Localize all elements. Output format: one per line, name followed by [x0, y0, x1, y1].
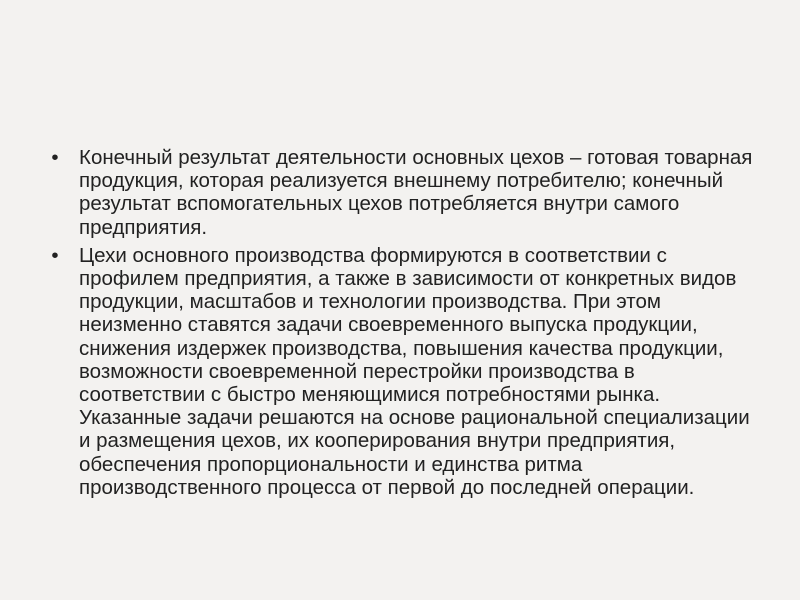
bullet-text: Цехи основного производства формируются в соответствии с профилем предприятия, а также в зависимости от конкретных видов продукции, масштабов и технологии производства. При этом неизменно ставятся задачи своевременного выпуска продукции, снижения издержек производства, повышения качества продукции, возможности своевременной перестройки производства в соответствии с быстро меняющимися потребностями рынка. Указанные задачи решаются на основе рациональной специализации и размещения цехов, их кооперирования внутри предприятия, обеспечения пропорциональности и единства ритма производственного процесса от первой до последней операции.	[79, 243, 750, 499]
bullet-text: Конечный результат деятельности основных цехов – готовая товарная продукция, которая реализуется внешнему потребителю; конечный результат вспомогательных цехов потребляется внутри самого предприятия.	[79, 146, 753, 239]
bullet-item-main-shops-result	[45, 146, 757, 239]
bullet-list	[45, 146, 757, 504]
bullet-marker: •	[51, 243, 59, 267]
bullet-marker: •	[51, 146, 59, 169]
bullet-item-main-production-shops	[45, 244, 757, 499]
